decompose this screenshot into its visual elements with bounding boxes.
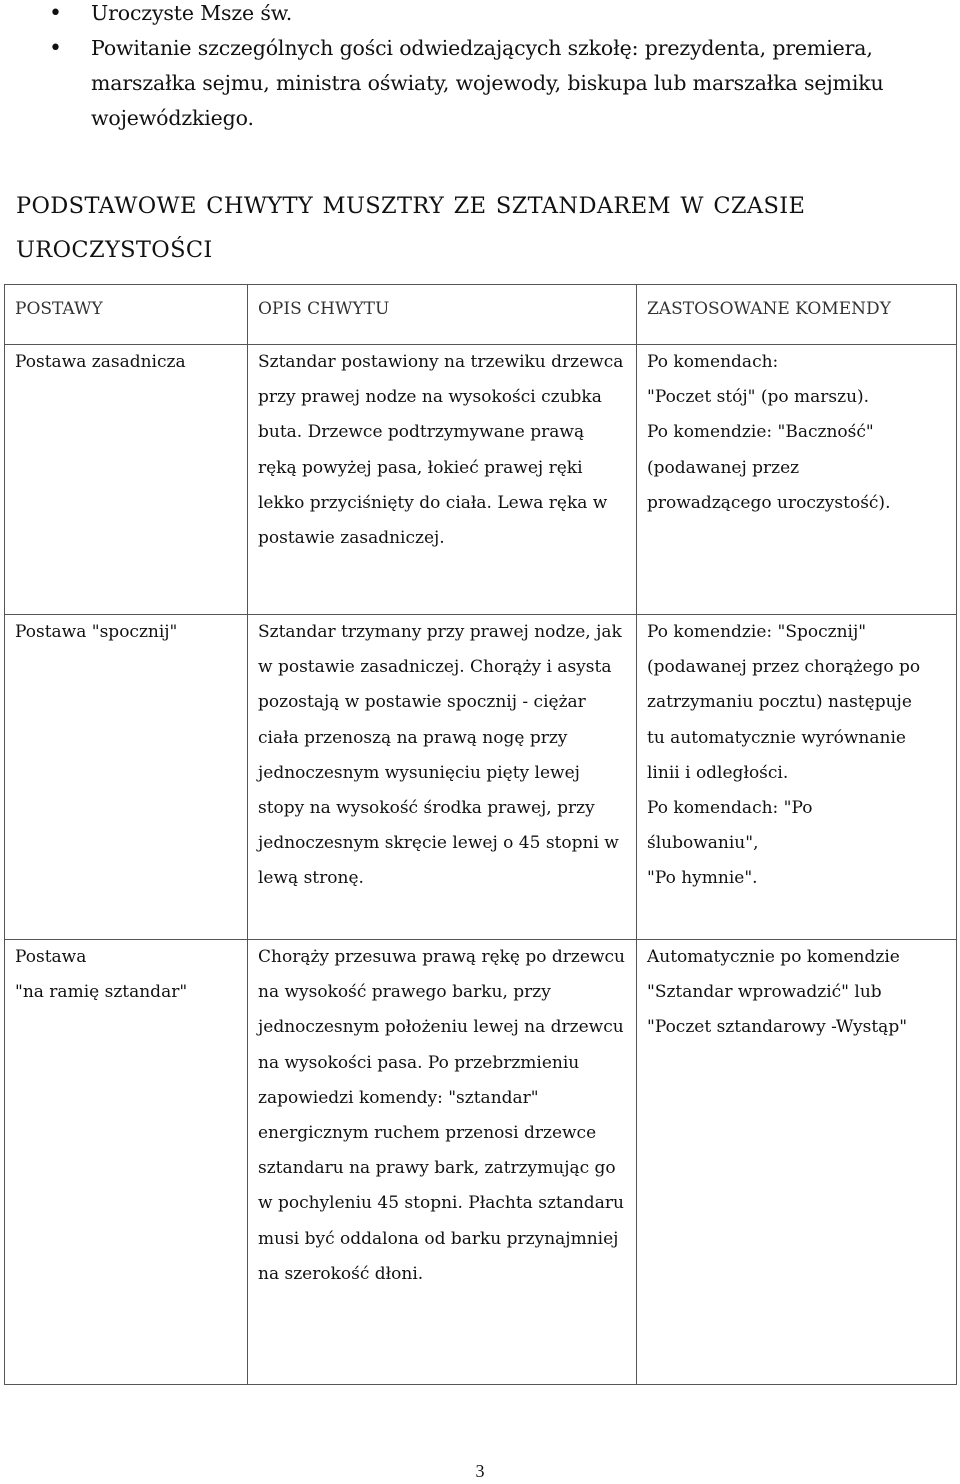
table-row bbox=[5, 615, 957, 940]
posture-cell: Postawa "spocznij" bbox=[5, 615, 248, 940]
commands-cell bbox=[637, 615, 957, 940]
command-line: Po komendzie: "Spocznij" bbox=[647, 622, 867, 642]
command-line: (podawanej przez bbox=[647, 457, 800, 478]
command-line: Po komendzie: "Baczność" bbox=[647, 422, 874, 443]
commands-cell bbox=[637, 940, 957, 1385]
bullet-list bbox=[0, 0, 960, 136]
command-line: "Poczet stój" (po marszu). bbox=[647, 387, 870, 408]
description-cell: Sztandar postawiony na trzewiku drzewca przy prawej nodze na wysokości czubka buta. Drzewce podtrzymywane prawą ręką powyżej pasa, łokieć prawej ręki lekko przyciśnięty do ciała. Lewa ręka w postawie zasadniczej. bbox=[248, 345, 637, 615]
posture-cell bbox=[5, 940, 248, 1385]
table-row bbox=[5, 345, 957, 615]
header-commands: ZASTOSOWANE KOMENDY bbox=[637, 285, 957, 345]
command-line: (podawanej przez chorążego po bbox=[647, 657, 921, 678]
command-line: linii i odległości. bbox=[647, 762, 789, 783]
posture-line: "na ramię sztandar" bbox=[15, 982, 188, 1003]
header-description: OPIS CHWYTU bbox=[248, 285, 637, 345]
command-line: prowadzącego uroczystość). bbox=[647, 492, 891, 513]
command-line: zatrzymaniu pocztu) następuje bbox=[647, 692, 912, 713]
posture-cell: Postawa zasadnicza bbox=[5, 345, 248, 615]
command-line: Po komendach: "Po bbox=[647, 798, 813, 819]
description-cell: Sztandar trzymany przy prawej nodze, jak w postawie zasadniczej. Chorąży i asysta pozostają w postawie spocznij - ciężar ciała przenoszą na prawą nogę przy jednoczesnym wysunięciu pięty lewej stopy na wysokość środka prawej, przy jednoczesnym skręcie lewej o 45 stopni w lewą stronę. bbox=[248, 615, 637, 940]
command-line: "Poczet sztandarowy -Wystąp" bbox=[647, 1017, 908, 1038]
command-line: "Po hymnie". bbox=[647, 868, 758, 889]
command-line: Automatycznie po komendzie bbox=[647, 947, 900, 967]
table-row bbox=[5, 940, 957, 1385]
header-postures: POSTAWY bbox=[5, 285, 248, 345]
description-cell: Chorąży przesuwa prawą rękę po drzewcu na wysokość prawego barku, przy jednoczesnym położeniu lewej na drzewcu na wysokości pasa. Po przebrzmieniu zapowiedzi komendy: "sztandar" energicznym ruchem przenosi drzewce sztandaru na prawy bark, zatrzymując go w pochyleniu 45 stopni. Płachta sztandaru musi być oddalona od barku przynajmniej na szerokość dłoni. bbox=[248, 940, 637, 1385]
bullet-item: • Uroczyste Msze św. bbox=[0, 0, 960, 31]
command-line: ślubowaniu", bbox=[647, 833, 759, 854]
bullet-item: • Powitanie szczególnych gości odwiedzających szkołę: prezydenta, premiera, marszałka sejmu, ministra oświaty, wojewody, biskupa lub marszałka sejmiku wojewódzkiego. bbox=[0, 31, 960, 136]
section-title: PODSTAWOWE CHWYTY MUSZTRY ZE SZTANDAREM W CZASIE UROCZYSTOŚCI bbox=[16, 193, 806, 263]
page-number: 3 bbox=[475, 1461, 485, 1481]
drill-table bbox=[4, 284, 957, 1385]
commands-cell bbox=[637, 345, 957, 615]
command-line: "Sztandar wprowadzić" lub bbox=[647, 982, 882, 1003]
table-header-row bbox=[5, 285, 957, 345]
command-line: Po komendach: bbox=[647, 352, 779, 372]
command-line: tu automatycznie wyrównanie bbox=[647, 727, 906, 748]
posture-line: Postawa bbox=[15, 947, 87, 967]
